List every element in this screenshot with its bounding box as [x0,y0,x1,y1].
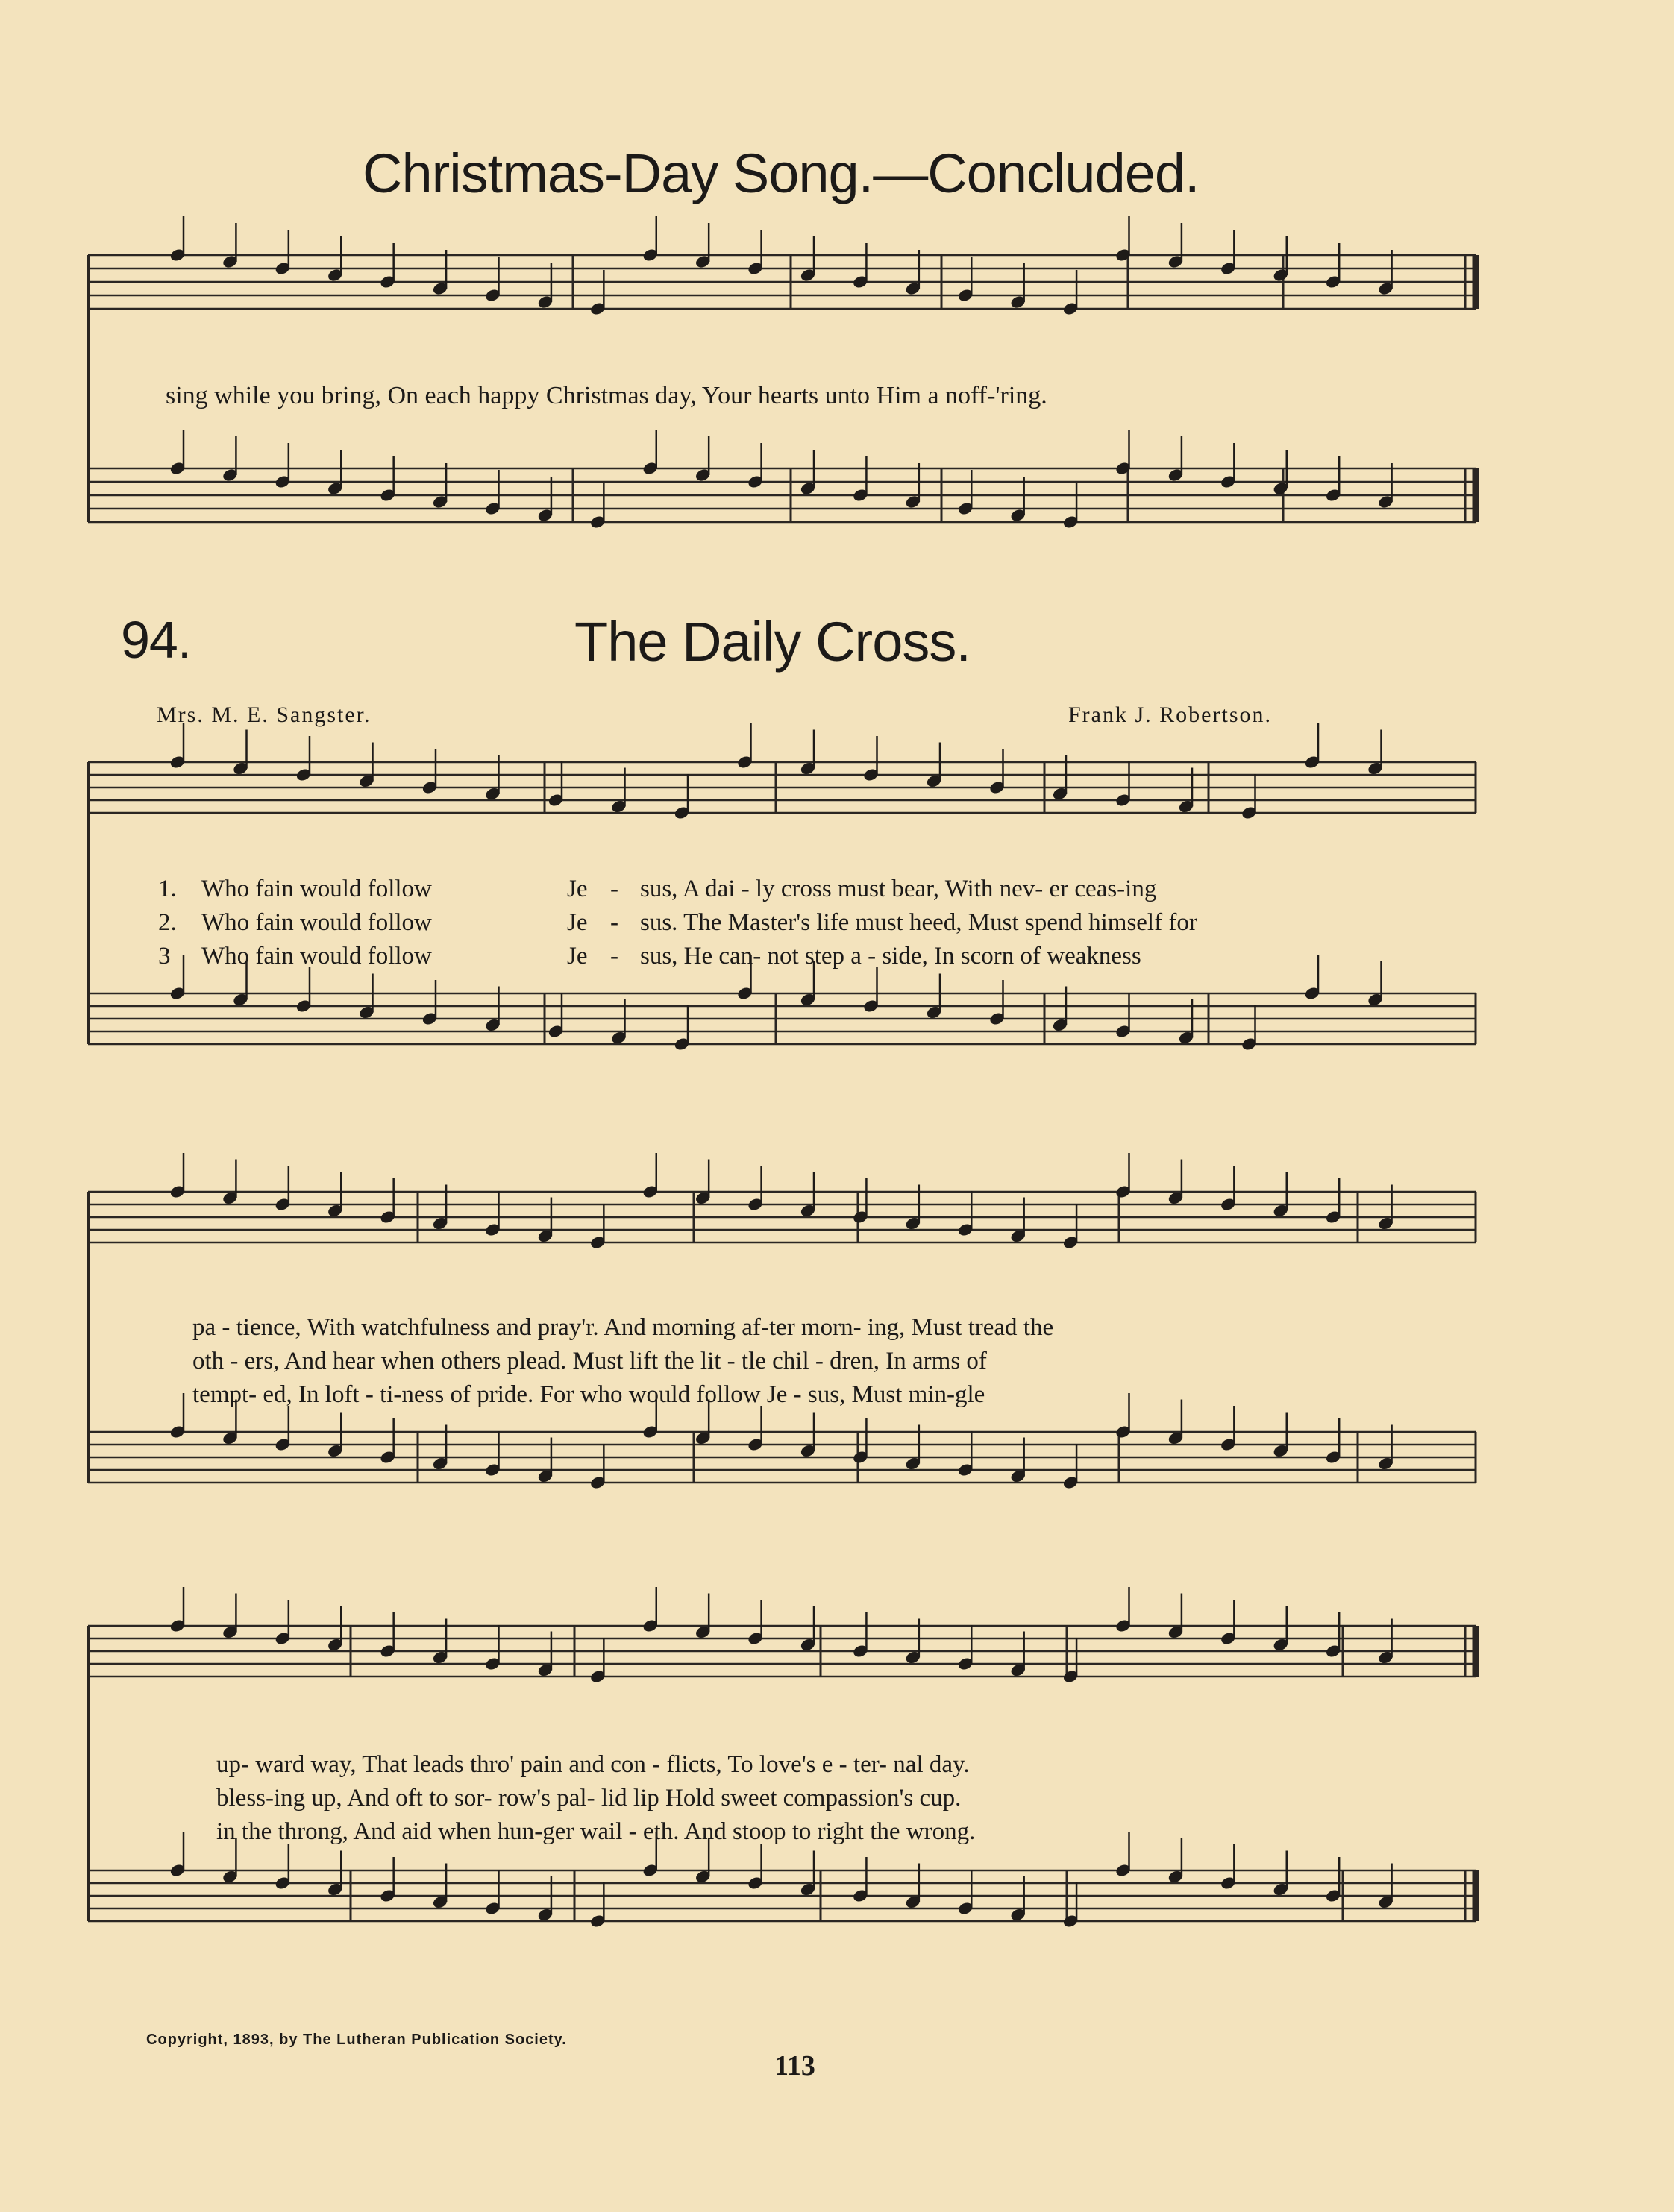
verse-3-line-2: tempt- ed, In loft - ti-ness of pride. For who would follow Je - sus, Must min-gle [192,1381,985,1408]
verse-2-line [158,909,1197,937]
copyright-notice: Copyright, 1893, by The Lutheran Publication Society. [146,2032,567,2048]
lyric-segment: Who fain would follow [201,909,432,936]
lyric-segment: Who fain would follow [201,876,432,902]
hymn-number: 94. [121,611,192,669]
verse-2-line-3: bless-ing up, And oft to sor- row's pal- lid lip Hold sweet compassion's cup. [216,1785,962,1812]
lyric-segment: Who fain would follow [201,943,432,970]
lyric-segment: Je [567,943,588,970]
lyric-segment: - [610,876,618,902]
lyric-segment: Je [567,876,588,902]
verse-number: 1. [158,876,177,902]
verse-2-line-2: oth - ers, And hear when others plead. Must lift the lit - tle chil - dren, In arms of [192,1348,987,1374]
lyric-segment: sus, A dai - ly cross must bear, With nev- er ceas-ing [640,876,1157,902]
lyric-segment: - [610,943,618,970]
hymn-title: The Daily Cross. [574,611,971,673]
lyric-segment: Je [567,909,588,936]
verse-1-line-3: up- ward way, That leads thro' pain and con - flicts, To love's e - ter- nal day. [216,1751,970,1778]
hymn-composer: Frank J. Robertson. [1068,703,1272,727]
lyric-segment: - [610,909,618,936]
verse-number: 3 [158,943,171,970]
verse-1-line [158,876,1156,903]
verse-3-line [158,943,1141,970]
verse-1-line-2: pa - tience, With watchfulness and pray'r. And morning af-ter morn- ing, Must tread the [192,1314,1054,1341]
lyric-segment: sus. The Master's life must heed, Must spend himself for [640,909,1197,936]
continued-song-lyric: sing while you bring, On each happy Christmas day, Your hearts unto Him a noff-'ring. [166,382,1047,409]
page-number: 113 [774,2050,815,2081]
verse-number: 2. [158,909,177,936]
continued-song-title: Christmas-Day Song.—Concluded. [363,142,1200,204]
hymn-author: Mrs. M. E. Sangster. [157,703,372,727]
lyric-segment: sus, He can- not step a - side, In scorn of weakness [640,943,1141,970]
verse-3-line-3: in the throng, And aid when hun-ger wail - eth. And stoop to right the wrong. [216,1818,976,1845]
